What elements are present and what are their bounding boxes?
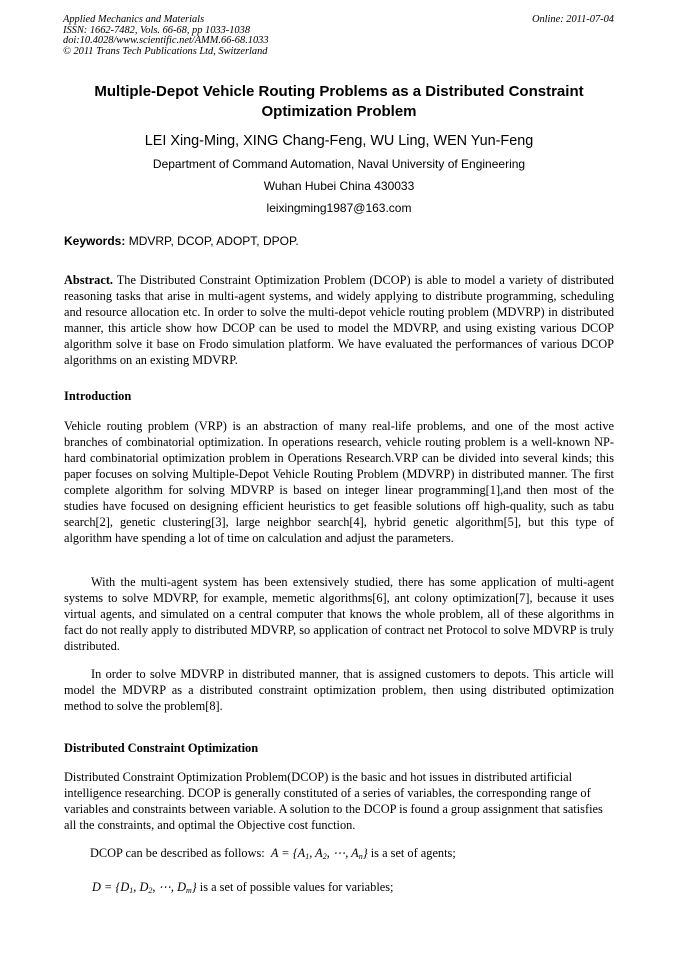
dco-paragraph-1: Distributed Constraint Optimization Problem(DCOP) is the basic and hot issues in distributed artificial intelligence researching. DCOP is generally constituted of a series of variables, the corresponding range of variables and constraints between variable. A solution to the DCOP is found a group assignment that satisfies all the constraints, and optimal the Objective cost function. [64, 770, 603, 832]
affiliation: Department of Command Automation, Naval University of Engineering [152, 157, 526, 171]
email: leixingming1987@163.com [266, 201, 412, 215]
online-date: Online: 2011-07-04 [531, 14, 614, 25]
intro-paragraph-2: With the multi-agent system has been extensively studied, there has some application of multi-agent systems to solve MDVRP, for example, memetic algorithms[6], ant colony optimization[7], because it uses virtual agents, and simulated on a central computer that knows the whole problem, all of these algorithms in fact do not really apply to distributed MDVRP, so application of contract net Protocol to solve MDVRP is truly distributed. [64, 575, 614, 653]
section-heading-dco: Distributed Constraint Optimization [64, 741, 259, 755]
address: Wuhan Hubei China 430033 [263, 179, 415, 193]
abstract-text: The Distributed Constraint Optimization Problem (DCOP) is able to model a variety of distributed reasoning tasks that arise in multi-agent systems, and widely applying to distribute programming, scheduling and resource allocation etc. In order to solve the multi-depot vehicle routing problem (MDVRP) in distributed manner, this article show how DCOP can be used to model the MDVRP, and using existing various DCOP algorithm solve it base on Frodo simulation platform. We have evaluated the performances of various DCOP algorithms on an existing MDVRP. [64, 273, 614, 367]
agent-set-formula: $A = \{A_1$, $A_2$, ⋯, $A_n$} [267, 846, 368, 861]
section-heading-introduction: Introduction [64, 389, 132, 403]
domain-set-desc: is a set of possible values for variables; [199, 880, 394, 894]
journal-name: Applied Mechanics and Materials [63, 14, 205, 25]
dcop-domain-line [92, 880, 393, 895]
intro-paragraph-1: Vehicle routing problem (VRP) is an abstraction of many real-life problems, and one of the most active branches of combinatorial optimization. In operations research, vehicle routing problem is a well-known NP-hard combinatorial optimization problem in Operations Research.VRP can be divided into several kinds; this paper focuses on solving Multiple-Depot Vehicle Routing Problem (MDVRP) in distributed manner. The first complete algorithm for solving MDVRP is based on integer linear programming[1],and then most of the studies have focused on designing efficient heuristics to get feasible solutions off high-quality, such as tabu search[2], genetic clustering[3], large neighbor search[4], hybrid genetic algorithm[5], but this type of algorithm have spending a lot of time on calculation and adjust the parameters. [64, 419, 614, 545]
abstract-label: Abstract. [64, 273, 114, 287]
keywords-label: Keywords: [64, 234, 126, 248]
issn-line: ISSN: 1662-7482, Vols. 66-68, pp 1033-1038 [63, 24, 251, 36]
agent-set-desc: is a set of agents; [370, 846, 456, 860]
intro-paragraph-3: In order to solve MDVRP in distributed manner, that is assigned customers to depots. This article will model the MDVRP as a distributed constraint optimization problem, then using distributed optimization method to solve the problem[8]. [64, 667, 614, 713]
domain-set-formula: $D = \{D_1$, $D_2$, ⋯, $D_m$} [92, 880, 197, 895]
copyright-line: © 2011 Trans Tech Publications Ltd, Switzerland [63, 46, 268, 58]
abstract [64, 272, 614, 368]
paper-title [40, 82, 638, 122]
dcop-agents-line [90, 846, 456, 861]
title-line-2: Optimization Problem [261, 103, 417, 120]
title-line-1: Multiple-Depot Vehicle Routing Problems as a Distributed Constraint [94, 83, 584, 100]
dcop-description-prefix: DCOP can be described as follows: [90, 846, 265, 860]
author-list: LEI Xing-Ming, XING Chang-Feng, WU Ling, WEN Yun-Feng [144, 133, 534, 149]
keywords [64, 234, 299, 248]
keywords-text: MDVRP, DCOP, ADOPT, DPOP. [128, 234, 299, 248]
doi-line: doi:10.4028/www.scientific.net/AMM.66-68.1033 [63, 35, 269, 47]
journal-header [63, 15, 363, 58]
